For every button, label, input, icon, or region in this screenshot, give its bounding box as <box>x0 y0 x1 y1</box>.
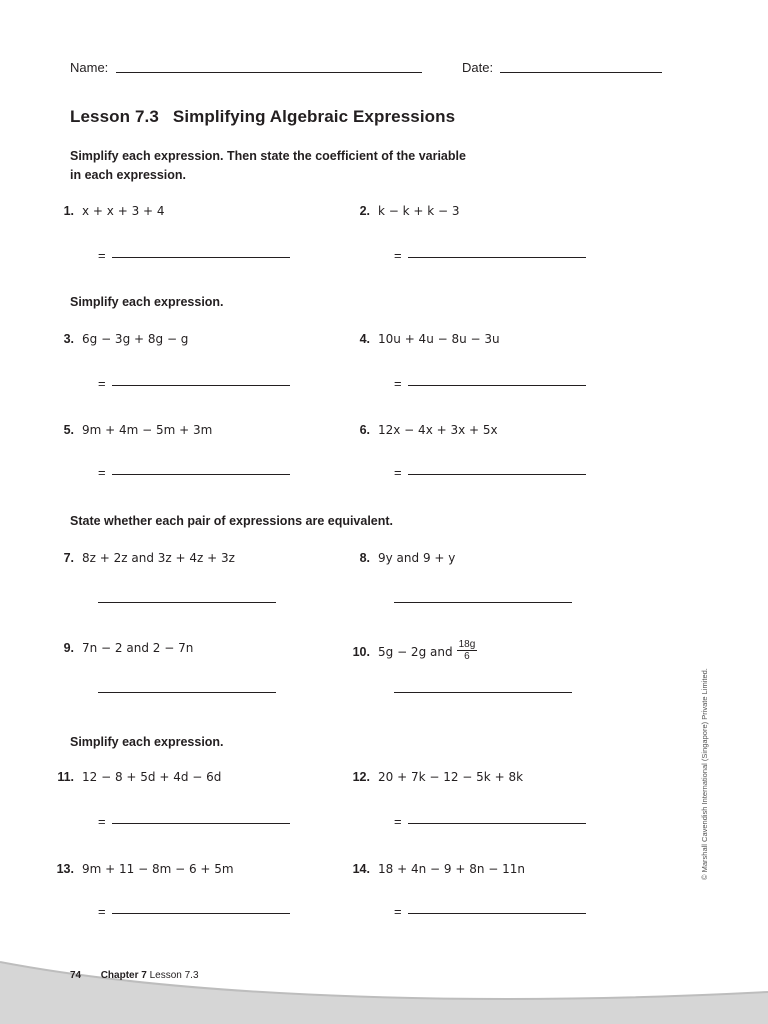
problem-expression: 10u + 4u − 8u − 3u <box>378 332 500 346</box>
equals-sign: = <box>98 248 106 263</box>
problem-number: 7. <box>63 551 74 565</box>
problem-1 <box>48 204 165 218</box>
footer-lesson: Lesson 7.3 <box>149 970 199 981</box>
problem-5 <box>48 423 212 437</box>
problem-number: 9. <box>63 641 74 655</box>
answer-line[interactable] <box>112 385 290 386</box>
section-3-instruction: State whether each pair of expressions are equivalent. <box>70 514 394 528</box>
equals-sign: = <box>98 376 106 391</box>
problem-4 <box>344 332 500 346</box>
problem-9 <box>48 641 193 655</box>
problem-number: 8. <box>359 551 370 565</box>
problem-7 <box>48 551 235 565</box>
problem-number: 10. <box>352 644 370 659</box>
lesson-number: Lesson 7.3 <box>70 107 159 126</box>
answer-line[interactable] <box>408 385 586 386</box>
section-1-instruction <box>70 147 466 185</box>
problem-expression: 9m + 11 − 8m − 6 + 5m <box>82 862 234 876</box>
equals-sign: = <box>394 248 402 263</box>
problem-expression: 9m + 4m − 5m + 3m <box>82 423 213 437</box>
problem-expression: 12x − 4x + 3x + 5x <box>378 423 498 437</box>
answer-10[interactable] <box>394 692 572 693</box>
problem-number: 12. <box>352 770 370 784</box>
problem-expression: k − k + k − 3 <box>378 204 460 218</box>
problem-expression: 7n − 2 and 2 − 7n <box>82 641 194 655</box>
fraction-numerator: 18g <box>458 639 476 650</box>
fraction-denominator: 6 <box>464 651 470 662</box>
date-label: Date: <box>462 60 494 75</box>
problem-number: 1. <box>63 204 74 218</box>
equals-sign: = <box>98 814 106 829</box>
answer-line[interactable] <box>408 913 586 914</box>
answer-line[interactable] <box>408 257 586 258</box>
answer-line[interactable] <box>408 823 586 824</box>
name-field[interactable] <box>116 72 422 73</box>
answer-line[interactable] <box>112 823 290 824</box>
date-field[interactable] <box>500 72 662 73</box>
instruction-line: in each expression. <box>70 168 187 182</box>
equals-sign: = <box>98 465 106 480</box>
problem-10 <box>344 641 477 664</box>
problem-expression: 9y and 9 + y <box>378 551 456 565</box>
problem-11 <box>48 770 221 784</box>
footer-chapter: Chapter 7 <box>100 970 147 981</box>
problem-number: 3. <box>63 332 74 346</box>
answer-line[interactable] <box>408 474 586 475</box>
problem-number: 6. <box>359 423 370 437</box>
answer-7[interactable] <box>98 602 276 603</box>
problem-13 <box>48 862 234 876</box>
fraction <box>457 639 478 662</box>
page-footer <box>70 970 199 981</box>
equals-sign: = <box>394 814 402 829</box>
answer-line[interactable] <box>112 913 290 914</box>
name-label: Name: <box>70 60 109 75</box>
problem-expression: 20 + 7k − 12 − 5k + 8k <box>378 770 524 784</box>
section-2-instruction: Simplify each expression. <box>70 295 224 309</box>
page-number: 74 <box>70 970 82 981</box>
problem-12 <box>344 770 523 784</box>
problem-number: 5. <box>63 423 74 437</box>
copyright-notice: © Marshall Cavendish International (Singapore) Private Limited. <box>700 668 709 880</box>
problem-expression: 8z + 2z and 3z + 4z + 3z <box>82 551 235 565</box>
equals-sign: = <box>394 376 402 391</box>
problem-expression: 6g − 3g + 8g − g <box>82 332 189 346</box>
problem-number: 2. <box>359 204 370 218</box>
answer-line[interactable] <box>112 257 290 258</box>
answer-line[interactable] <box>112 474 290 475</box>
problem-number: 11. <box>57 770 74 784</box>
instruction-line: Simplify each expression. Then state the coefficient of the variable <box>70 149 466 163</box>
equals-sign: = <box>394 904 402 919</box>
answer-9[interactable] <box>98 692 276 693</box>
problem-expression: 5g − 2g and <box>378 644 453 659</box>
problem-14 <box>344 862 525 876</box>
section-4-instruction: Simplify each expression. <box>70 735 224 749</box>
problem-expression: 12 − 8 + 5d + 4d − 6d <box>82 770 222 784</box>
equals-sign: = <box>98 904 106 919</box>
problem-number: 13. <box>56 862 74 876</box>
problem-3 <box>48 332 188 346</box>
problem-2 <box>344 204 460 218</box>
page-title <box>70 107 455 127</box>
problem-expression: 18 + 4n − 9 + 8n − 11n <box>378 862 525 876</box>
problem-number: 4. <box>359 332 370 346</box>
equals-sign: = <box>394 465 402 480</box>
answer-8[interactable] <box>394 602 572 603</box>
lesson-title: Simplifying Algebraic Expressions <box>172 107 456 126</box>
page-bottom-wave <box>0 940 768 1024</box>
problem-number: 14. <box>352 862 370 876</box>
problem-6 <box>344 423 498 437</box>
problem-8 <box>344 551 455 565</box>
problem-expression: x + x + 3 + 4 <box>82 204 165 218</box>
